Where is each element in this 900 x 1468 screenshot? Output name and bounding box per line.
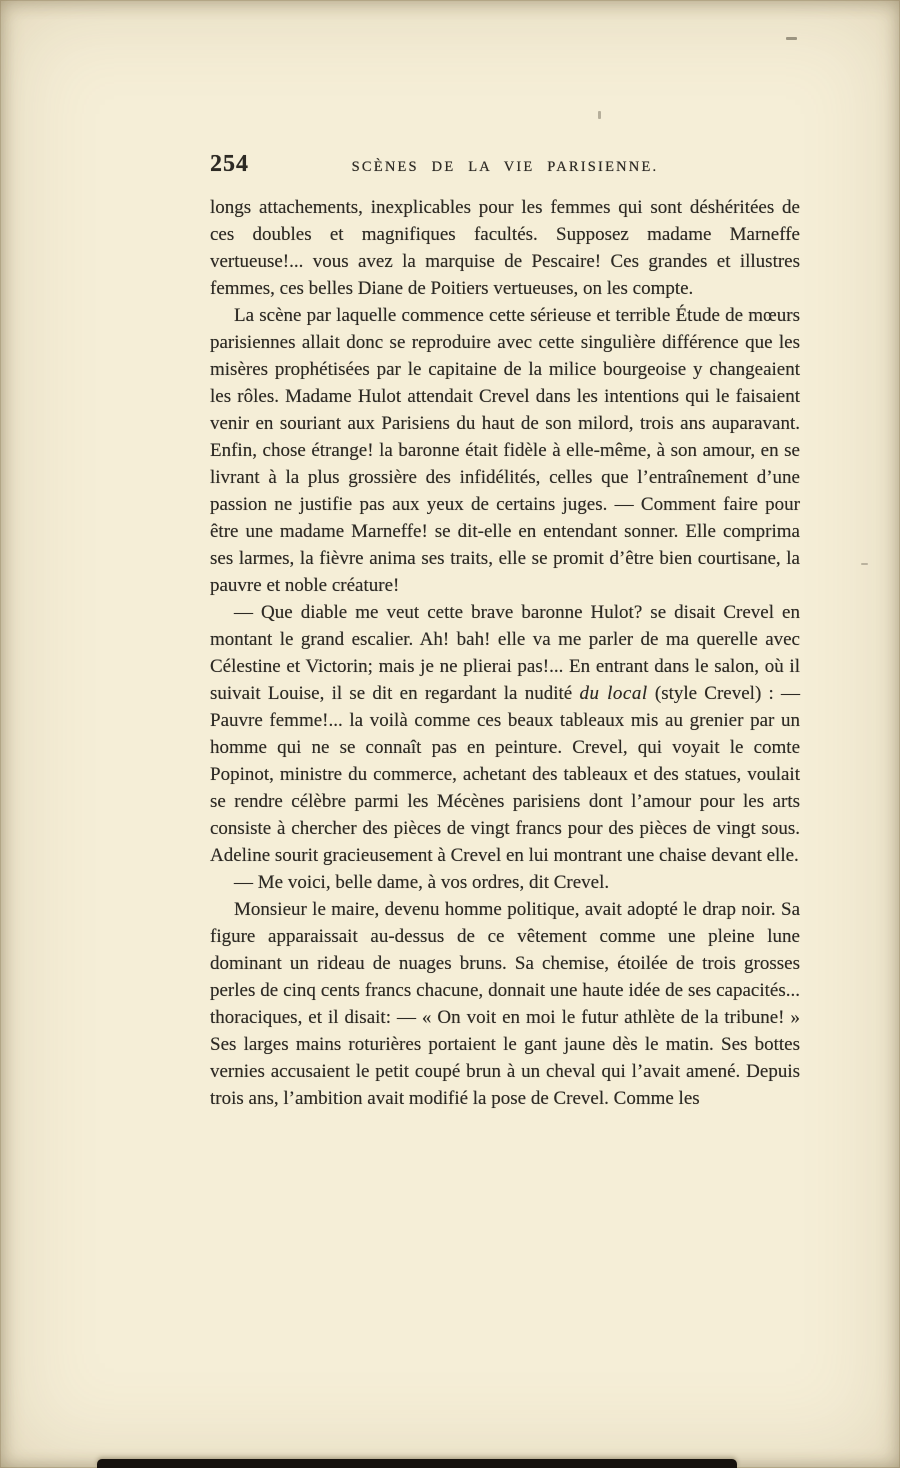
text-block [210,194,800,1112]
paragraph [210,599,800,869]
paragraph: Monsieur le maire, devenu homme politique, avait adopté le drap noir. Sa figure apparaissait au-dessus de ce vêtement comme une pleine lune dominant un rideau de nuages bruns. Sa chemise, étoilée de trois grosses perles de cinq cents francs chacune, donnait une haute idée de ses capacités... thoraciques, et il disait: — « On voit en moi le futur athlète de la tribune! » Ses larges mains roturières portaient le gant jaune dès le matin. Ses bottes vernies accusaient le petit coupé brun à un cheval qui l’avait amené. Depuis trois ans, l’ambition avait modifié la pose de Crevel. Comme les [210,899,800,1109]
ink-speck [786,37,797,40]
paragraph-segment: (style Crevel) : — Pauvre femme!... la voilà comme ces beaux tableaux mis au grenier par un homme qui ne se connaît pas en peinture. Crevel, qui voyait le comte Popinot, ministre du commerce, achetant des tableaux et des statues, voulait se rendre célèbre parmi les Mécènes parisiens dont l’amour pour les arts consiste à chercher des pièces de vingt francs pour des pièces de vingt sous. Adeline sourit gracieusement à Crevel en lui montrant une chaise devant elle. [210,683,801,866]
page-header [210,151,800,181]
running-title: SCÈNES DE LA VIE PARISIENNE. [351,159,659,175]
paragraph: — Me voici, belle dame, à vos ordres, dit Crevel. [234,872,610,893]
paragraph: La scène par laquelle commence cette sérieuse et terrible Étude de mœurs parisiennes allait donc se reproduire avec cette singulière différence que les misères prophétisées par le capitaine de la milice bourgeoise y changeaient les rôles. Madame Hulot attendait Crevel dans les intentions qui le faisaient venir en souriant aux Parisiens du haut de son milord, trois ans auparavant. Enfin, chose étrange! la baronne était fidèle à elle-même, à son amour, en se livrant à la plus grossière des infidélités, celles que l’entraînement d’une passion ne justifie pas aux yeux de certains juges. — Comment faire pour être une madame Marneffe! se dit-elle en entendant sonner. Elle comprima ses larmes, la fièvre anima ses traits, elle se promit d’être bien courtisane, la pauvre et noble créature! [210,305,800,596]
ink-speck [861,563,868,565]
scan-artifact-bottom-bar [97,1459,737,1468]
paragraph-segment: — Que diable me veut cette brave baronne Hulot? se disait Crevel en montant le grand escalier. Ah! bah! elle va me parler de ma querelle avec Célestine et Victorin; mais je ne plierai pas!... En entrant dans le salon, où il suivait Louise, il se dit en regardant la nudité [210,602,800,704]
paragraph-segment-italic: du local [579,683,648,704]
paragraph: longs attachements, inexplicables pour les femmes qui sont déshéritées de ces doubles et magnifiques facultés. Supposez madame Marneffe vertueuse!... vous avez la marquise de Pescaire! Ces grandes et illustres femmes, ces belles Diane de Poitiers vertueuses, on les compte. [210,197,800,299]
page-number: 254 [210,151,249,177]
ink-speck [598,111,601,119]
